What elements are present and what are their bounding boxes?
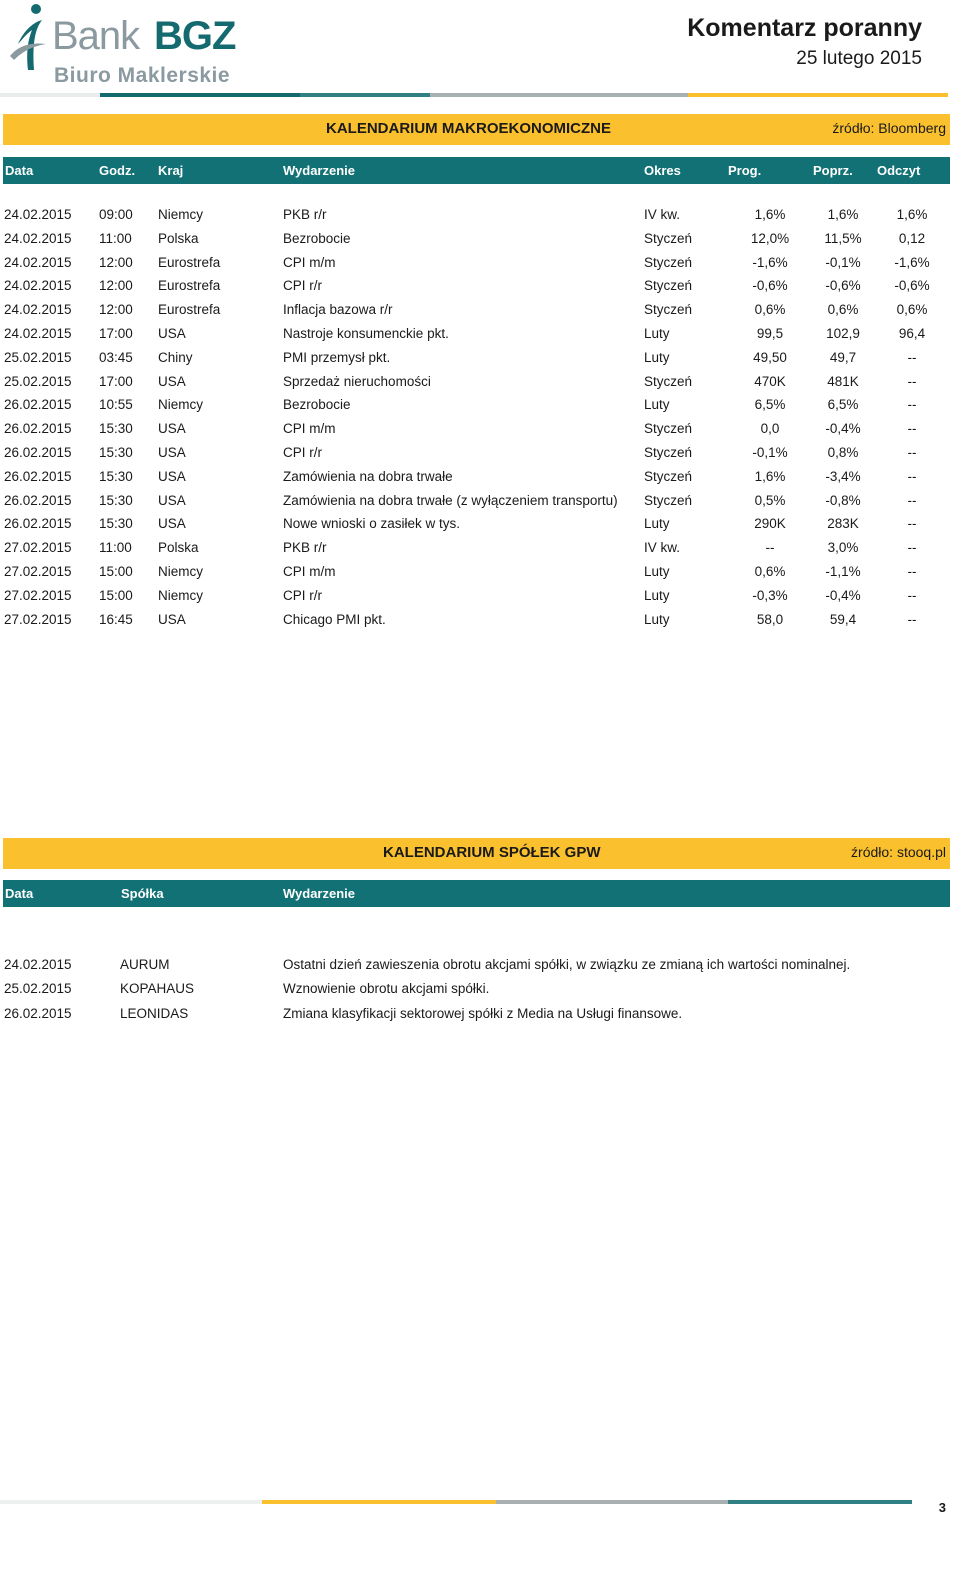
cell-actual: --: [907, 516, 917, 532]
cell-date: 24.02.2015: [4, 957, 72, 972]
cell-country: USA: [158, 492, 186, 508]
cell-forecast: 0,6%: [754, 564, 786, 579]
cell-event: PMI przemysł pkt.: [283, 349, 391, 365]
column-header-country: Kraj: [158, 163, 184, 178]
cell-time: 17:00: [99, 373, 133, 389]
cell-actual: --: [907, 611, 917, 627]
cell-event: CPI r/r: [283, 445, 322, 460]
table-row: [0, 323, 960, 347]
column-header-previous: Poprz.: [813, 163, 853, 178]
table-row: [0, 954, 960, 978]
document-date: 25 lutego 2015: [796, 48, 922, 69]
table-row: [0, 466, 960, 490]
cell-previous: 481K: [827, 373, 859, 389]
cell-country: USA: [158, 445, 186, 460]
table-row: [0, 537, 960, 561]
cell-forecast: 12,0%: [750, 230, 790, 246]
page-number: 3: [938, 1500, 946, 1515]
cell-previous: 11,5%: [824, 230, 862, 246]
gpw-calendar-source: źródło: stooq.pl: [851, 844, 946, 860]
cell-forecast: 1,6%: [754, 207, 786, 222]
cell-previous: 6,5%: [827, 397, 859, 413]
cell-period: Luty: [644, 564, 670, 579]
cell-event: Nowe wnioski o zasiłek w tys.: [283, 516, 461, 532]
cell-period: Styczeń: [644, 445, 693, 460]
cell-period: IV kw.: [644, 207, 681, 222]
cell-previous: 49,7: [829, 349, 857, 365]
cell-date: 26.02.2015: [4, 492, 72, 508]
column-header-period: Okres: [644, 163, 681, 178]
cell-previous: -0,8%: [825, 492, 861, 508]
cell-time: 15:30: [99, 445, 133, 460]
column-header-time: Godz.: [99, 163, 136, 178]
cell-country: USA: [158, 516, 186, 532]
cell-period: Luty: [644, 397, 670, 413]
cell-event: Inflacja bazowa r/r: [283, 302, 393, 318]
cell-time: 12:00: [99, 254, 133, 270]
cell-date: 25.02.2015: [4, 981, 72, 996]
cell-time: 11:00: [99, 230, 132, 246]
header-rule-segment: [300, 93, 430, 97]
cell-date: 27.02.2015: [4, 611, 72, 627]
cell-event: CPI m/m: [283, 254, 336, 270]
cell-date: 24.02.2015: [4, 302, 72, 318]
cell-company: AURUM: [120, 957, 170, 972]
table-row: [0, 442, 960, 466]
cell-country: Eurostrefa: [158, 254, 221, 270]
cell-period: Styczeń: [644, 254, 693, 270]
column-header-date: Data: [5, 163, 34, 178]
cell-event: Sprzedaż nieruchomości: [283, 373, 431, 389]
cell-country: Niemcy: [158, 587, 204, 603]
table-row: [0, 609, 960, 633]
cell-time: 12:00: [99, 278, 133, 294]
cell-previous: 3,0%: [827, 540, 859, 556]
cell-country: Niemcy: [158, 564, 204, 579]
cell-forecast: -0,6%: [752, 278, 788, 294]
logo-figure-icon: [6, 0, 56, 80]
cell-company: LEONIDAS: [120, 1006, 189, 1021]
cell-actual: --: [907, 564, 917, 579]
cell-date: 26.02.2015: [4, 445, 72, 460]
cell-time: 12:00: [99, 302, 133, 318]
cell-forecast: 99,5: [756, 326, 784, 341]
cell-period: Styczeń: [644, 278, 693, 294]
cell-previous: -0,4%: [825, 587, 861, 603]
cell-forecast: 6,5%: [754, 397, 786, 413]
cell-country: Chiny: [158, 349, 193, 365]
cell-time: 11:00: [99, 540, 132, 556]
cell-event: CPI r/r: [283, 587, 322, 603]
header-rule-segment: [0, 93, 100, 97]
table-row: [0, 1003, 960, 1027]
cell-forecast: 290K: [754, 516, 786, 532]
cell-previous: 59,4: [829, 611, 857, 627]
table-row: [0, 275, 960, 299]
cell-period: Styczeń: [644, 468, 693, 484]
cell-previous: -0,1%: [825, 254, 861, 270]
cell-country: Niemcy: [158, 207, 204, 222]
cell-actual: --: [907, 349, 917, 365]
cell-time: 15:30: [99, 492, 133, 508]
cell-company: KOPAHAUS: [120, 981, 195, 996]
logo-bank-text: Bank: [52, 14, 140, 58]
cell-date: 25.02.2015: [4, 373, 72, 389]
cell-event: CPI m/m: [283, 421, 336, 437]
cell-actual: --: [907, 540, 917, 556]
macro-calendar-source: źródło: Bloomberg: [832, 120, 946, 136]
table-row: [0, 204, 960, 228]
cell-date: 24.02.2015: [4, 254, 72, 270]
cell-forecast: 470K: [754, 373, 786, 389]
cell-actual: --: [907, 445, 917, 460]
header-rule-segment: [688, 93, 948, 97]
cell-time: 15:30: [99, 516, 133, 532]
table-row: [0, 513, 960, 537]
cell-event: PKB r/r: [283, 540, 327, 556]
cell-time: 16:45: [99, 611, 133, 627]
header-rule-segment: [100, 93, 300, 97]
cell-country: USA: [158, 468, 186, 484]
cell-forecast: 0,6%: [754, 302, 786, 318]
column-header-actual: Odczyt: [877, 163, 921, 178]
cell-time: 15:30: [99, 421, 133, 437]
cell-forecast: -1,6%: [752, 254, 788, 270]
cell-date: 26.02.2015: [4, 1006, 72, 1021]
cell-actual: 0,12: [898, 230, 926, 246]
cell-date: 26.02.2015: [4, 468, 72, 484]
table-row: [0, 347, 960, 371]
cell-country: USA: [158, 421, 186, 437]
cell-country: Eurostrefa: [158, 278, 221, 294]
cell-forecast: -0,1%: [752, 445, 788, 460]
column-header-event: Wydarzenie: [283, 163, 356, 178]
table-row: [0, 299, 960, 323]
cell-previous: -1,1%: [825, 564, 861, 579]
cell-forecast: -0,3%: [752, 587, 788, 603]
cell-time: 03:45: [99, 349, 133, 365]
macro-table-header: [3, 157, 950, 184]
cell-actual: -1,6%: [894, 254, 930, 270]
cell-event: Nastroje konsumenckie pkt.: [283, 326, 449, 341]
cell-previous: 102,9: [826, 326, 860, 341]
cell-time: 09:00: [99, 207, 133, 222]
cell-period: Styczeń: [644, 492, 693, 508]
table-row: [0, 394, 960, 418]
table-row: [0, 585, 960, 609]
cell-date: 26.02.2015: [4, 421, 72, 437]
gpw-calendar-title: KALENDARIUM SPÓŁEK GPW: [383, 844, 601, 861]
cell-event: Bezrobocie: [283, 397, 351, 413]
cell-previous: 0,6%: [827, 302, 859, 318]
cell-date: 24.02.2015: [4, 278, 72, 294]
cell-event: PKB r/r: [283, 207, 327, 222]
cell-time: 17:00: [99, 326, 133, 341]
cell-period: Luty: [644, 326, 670, 341]
cell-period: Styczeń: [644, 302, 693, 318]
cell-forecast: 0,0: [760, 421, 780, 437]
macro-calendar-title: KALENDARIUM MAKROEKONOMICZNE: [326, 120, 611, 137]
cell-time: 15:00: [99, 587, 133, 603]
cell-event: Chicago PMI pkt.: [283, 611, 386, 627]
cell-forecast: --: [765, 540, 775, 556]
cell-previous: 283K: [827, 516, 859, 532]
cell-date: 24.02.2015: [4, 207, 72, 222]
cell-time: 15:30: [99, 468, 133, 484]
cell-event: CPI r/r: [283, 278, 322, 294]
cell-previous: -0,6%: [825, 278, 861, 294]
footer-rule-segment: [496, 1500, 728, 1504]
cell-time: 10:55: [99, 397, 133, 413]
cell-date: 26.02.2015: [4, 397, 72, 413]
cell-event: Bezrobocie: [283, 230, 351, 246]
cell-actual: --: [907, 397, 917, 413]
cell-country: USA: [158, 373, 186, 389]
cell-actual: --: [907, 421, 917, 437]
cell-country: Niemcy: [158, 397, 204, 413]
cell-actual: --: [907, 587, 917, 603]
cell-actual: --: [907, 468, 917, 484]
column-header-forecast: Prog.: [728, 163, 762, 178]
table-row: [0, 228, 960, 252]
footer-rule-segment: [262, 1500, 496, 1504]
cell-actual: --: [907, 373, 917, 389]
cell-event: Zamówienia na dobra trwałe: [283, 468, 453, 484]
cell-actual: --: [907, 492, 917, 508]
cell-forecast: 49,50: [753, 349, 787, 365]
cell-date: 25.02.2015: [4, 349, 72, 365]
cell-previous: 1,6%: [827, 207, 859, 222]
cell-actual: 96,4: [898, 326, 926, 341]
cell-date: 26.02.2015: [4, 516, 72, 532]
cell-event: Wznowienie obrotu akcjami spółki.: [283, 981, 490, 996]
cell-country: Eurostrefa: [158, 302, 221, 318]
cell-country: Polska: [158, 540, 199, 556]
cell-forecast: 58,0: [756, 611, 784, 627]
footer-rule-segment: [728, 1500, 912, 1504]
document-title: Komentarz poranny: [687, 14, 922, 42]
cell-period: Luty: [644, 587, 670, 603]
logo-bgz-text: BGZ: [154, 14, 236, 58]
cell-date: 27.02.2015: [4, 587, 72, 603]
cell-period: Styczeń: [644, 373, 693, 389]
footer-rule-segment: [0, 1500, 262, 1504]
cell-period: Luty: [644, 611, 670, 627]
gpw-calendar-banner: [3, 838, 950, 869]
column-header-event: Wydarzenie: [283, 886, 356, 901]
cell-country: USA: [158, 611, 186, 627]
table-row: [0, 561, 960, 585]
cell-previous: -0,4%: [825, 421, 861, 437]
cell-actual: 0,6%: [896, 302, 928, 318]
cell-period: Styczeń: [644, 230, 693, 246]
cell-event: Zamówienia na dobra trwałe (z wyłączeniem transportu): [283, 492, 618, 508]
column-header-company: Spółka: [121, 886, 164, 901]
cell-period: Luty: [644, 516, 670, 532]
macro-calendar-banner: [3, 114, 950, 145]
cell-previous: -3,4%: [825, 468, 861, 484]
logo-subtitle: Biuro Maklerskie: [54, 64, 231, 87]
gpw-table-header: [3, 880, 950, 907]
cell-country: Polska: [158, 230, 199, 246]
cell-event: CPI m/m: [283, 564, 336, 579]
table-row: [0, 490, 960, 514]
column-header-date: Data: [5, 886, 34, 901]
cell-event: Zmiana klasyfikacji sektorowej spółki z Media na Usługi finansowe.: [283, 1006, 683, 1021]
cell-date: 24.02.2015: [4, 230, 72, 246]
cell-time: 15:00: [99, 564, 133, 579]
cell-period: Styczeń: [644, 421, 693, 437]
cell-actual: -0,6%: [894, 278, 930, 294]
cell-actual: 1,6%: [896, 207, 928, 222]
table-row: [0, 371, 960, 395]
cell-date: 27.02.2015: [4, 564, 72, 579]
table-row: [0, 418, 960, 442]
cell-previous: 0,8%: [827, 445, 859, 460]
cell-period: IV kw.: [644, 540, 681, 556]
cell-date: 24.02.2015: [4, 326, 72, 341]
cell-period: Luty: [644, 349, 670, 365]
cell-date: 27.02.2015: [4, 540, 72, 556]
cell-country: USA: [158, 326, 186, 341]
header-rule-segment: [430, 93, 688, 97]
cell-forecast: 1,6%: [754, 468, 786, 484]
table-row: [0, 252, 960, 276]
cell-forecast: 0,5%: [754, 492, 786, 508]
cell-event: Ostatni dzień zawieszenia obrotu akcjami spółki, w związku ze zmianą ich wartości nominalnej.: [283, 957, 851, 972]
table-row: [0, 978, 960, 1002]
